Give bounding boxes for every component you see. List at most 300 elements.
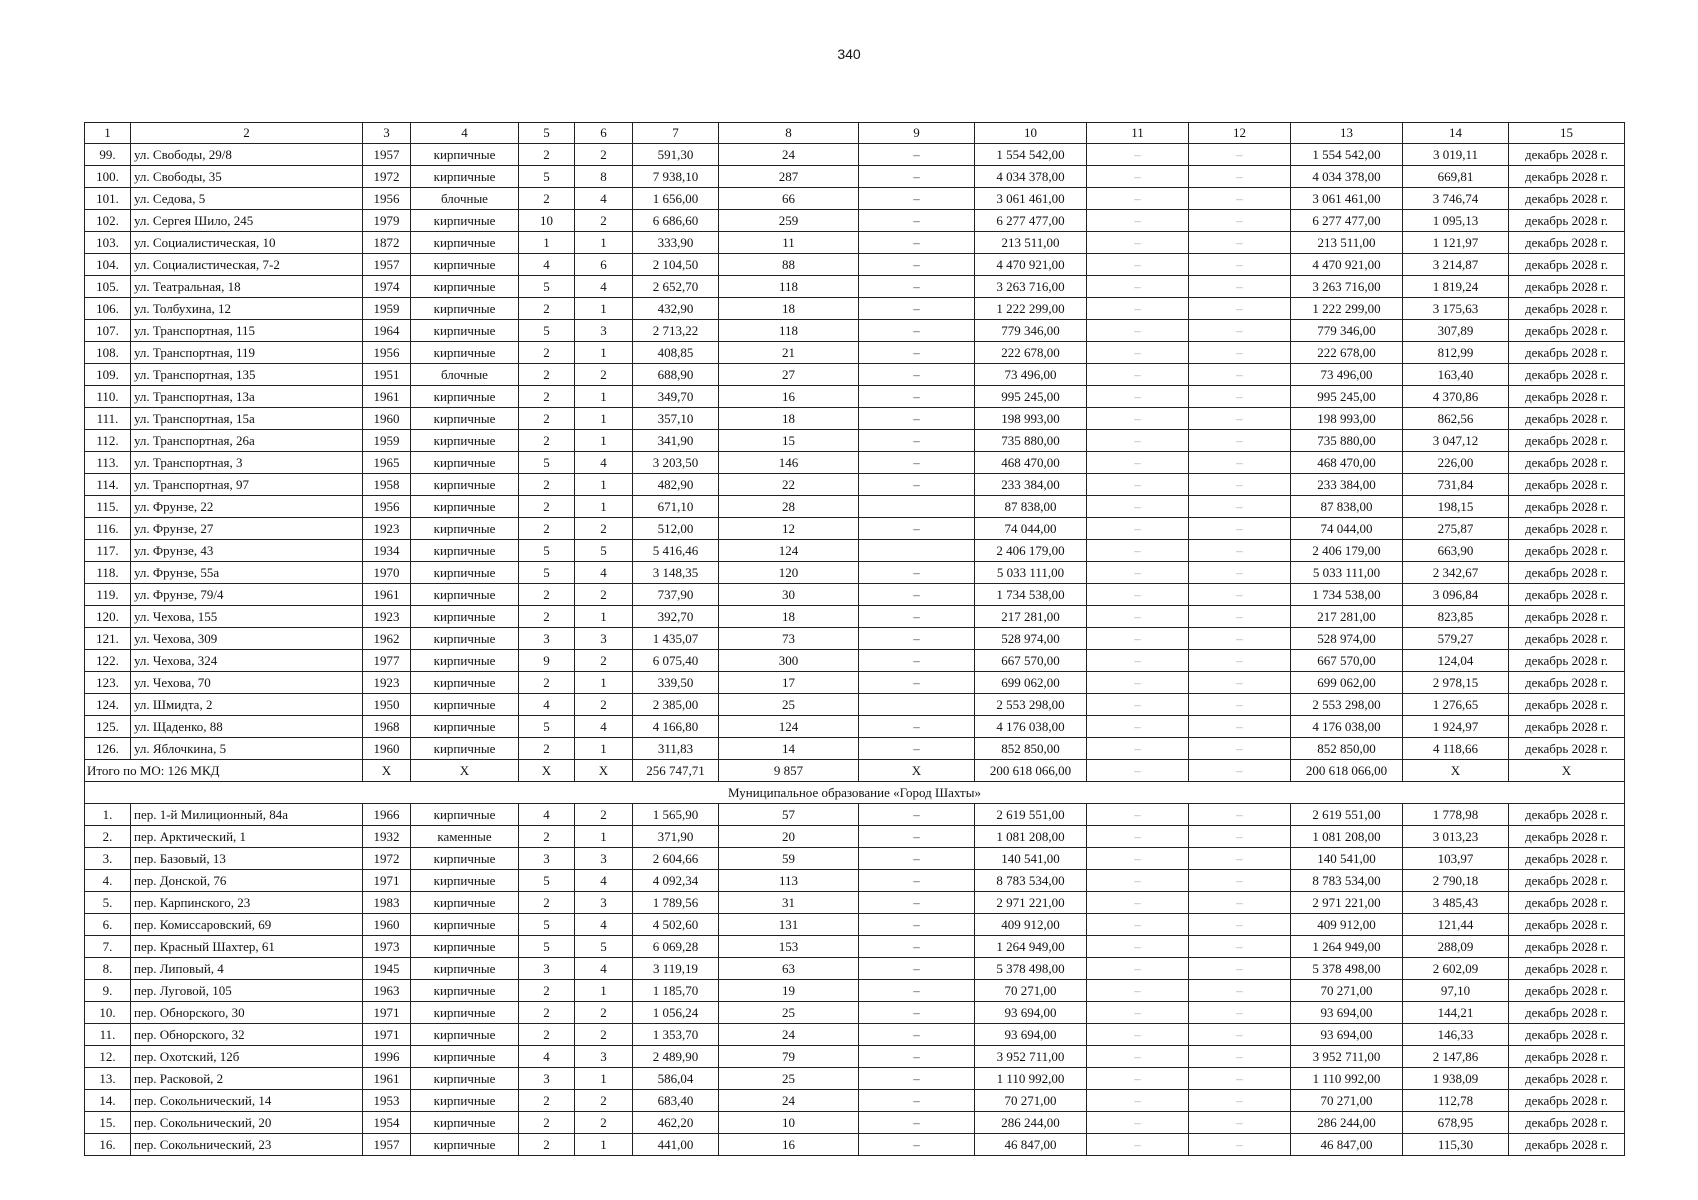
table-cell: 1971 xyxy=(363,870,411,892)
table-cell: 4 xyxy=(575,188,633,210)
table-cell: 213 511,00 xyxy=(1291,232,1403,254)
table-cell: 1964 xyxy=(363,320,411,342)
table-cell: пер. Расковой, 2 xyxy=(131,1068,363,1090)
table-cell: 4 502,60 xyxy=(633,914,719,936)
table-cell: 441,00 xyxy=(633,1134,719,1156)
table-cell: 2 406 179,00 xyxy=(975,540,1087,562)
table-cell: – xyxy=(859,1046,975,1068)
table-cell: 70 271,00 xyxy=(1291,980,1403,1002)
table-cell: 70 271,00 xyxy=(975,1090,1087,1112)
table-cell: кирпичные xyxy=(411,1046,519,1068)
table-cell: 87 838,00 xyxy=(1291,496,1403,518)
table-cell: 1996 xyxy=(363,1046,411,1068)
table-cell: 1872 xyxy=(363,232,411,254)
table-cell: 2 xyxy=(575,584,633,606)
table-cell: 3 xyxy=(519,628,575,650)
table-cell: – xyxy=(1087,958,1189,980)
table-cell: 102. xyxy=(85,210,131,232)
table-cell: 140 541,00 xyxy=(975,848,1087,870)
table-row xyxy=(85,1068,1625,1090)
table-cell: 4 034 378,00 xyxy=(975,166,1087,188)
table-cell: 97,10 xyxy=(1403,980,1509,1002)
table-cell: 6. xyxy=(85,914,131,936)
table-cell: – xyxy=(859,408,975,430)
table-row xyxy=(85,342,1625,364)
table-cell: 1923 xyxy=(363,606,411,628)
table-cell: 3. xyxy=(85,848,131,870)
table-cell: 1 734 538,00 xyxy=(975,584,1087,606)
table-cell: 2 xyxy=(575,1090,633,1112)
table-row xyxy=(85,430,1625,452)
table-cell: 2 xyxy=(575,518,633,540)
table-cell: 4 176 038,00 xyxy=(1291,716,1403,738)
table-cell: – xyxy=(1189,1024,1291,1046)
table-row xyxy=(85,672,1625,694)
table-row xyxy=(85,562,1625,584)
table-cell: 8. xyxy=(85,958,131,980)
table-cell: – xyxy=(859,1068,975,1090)
table-cell: – xyxy=(859,738,975,760)
table-cell: – xyxy=(1087,804,1189,826)
table-cell: ул. Фрунзе, 79/4 xyxy=(131,584,363,606)
table-cell: кирпичные xyxy=(411,166,519,188)
table-cell: 2 xyxy=(519,342,575,364)
table-cell: – xyxy=(1189,276,1291,298)
table-cell: ул. Транспортная, 26а xyxy=(131,430,363,452)
table-cell: – xyxy=(859,606,975,628)
table-cell: 579,27 xyxy=(1403,628,1509,650)
column-header: 12 xyxy=(1189,123,1291,144)
table-cell: 2 619 551,00 xyxy=(975,804,1087,826)
table-cell: кирпичные xyxy=(411,1112,519,1134)
table-cell: 46 847,00 xyxy=(1291,1134,1403,1156)
table-cell: 2 xyxy=(519,518,575,540)
table-cell: 4 470 921,00 xyxy=(975,254,1087,276)
table-cell: 591,30 xyxy=(633,144,719,166)
table-cell: 1957 xyxy=(363,254,411,276)
table-cell: 2 713,22 xyxy=(633,320,719,342)
table-cell: – xyxy=(859,298,975,320)
section-title: Муниципальное образование «Город Шахты» xyxy=(85,782,1625,804)
table-cell: – xyxy=(1189,650,1291,672)
table-cell: кирпичные xyxy=(411,716,519,738)
table-cell: – xyxy=(1189,892,1291,914)
table-cell: 233 384,00 xyxy=(1291,474,1403,496)
table-cell: – xyxy=(1189,826,1291,848)
table-cell: 3 175,63 xyxy=(1403,298,1509,320)
table-cell: 5 xyxy=(519,276,575,298)
table-cell: 468 470,00 xyxy=(975,452,1087,474)
table-cell: 3 061 461,00 xyxy=(975,188,1087,210)
table-cell: – xyxy=(859,914,975,936)
table-cell: 2 619 551,00 xyxy=(1291,804,1403,826)
table-cell: 1951 xyxy=(363,364,411,386)
table-cell: кирпичные xyxy=(411,254,519,276)
table-cell: декабрь 2028 г. xyxy=(1509,694,1625,716)
column-header: 14 xyxy=(1403,123,1509,144)
table-cell: 512,00 xyxy=(633,518,719,540)
table-cell: 114. xyxy=(85,474,131,496)
table-cell: 2 xyxy=(519,496,575,518)
table-cell: 1 435,07 xyxy=(633,628,719,650)
table-cell: декабрь 2028 г. xyxy=(1509,848,1625,870)
table-cell: – xyxy=(1189,936,1291,958)
column-header: 13 xyxy=(1291,123,1403,144)
table-cell: 1 554 542,00 xyxy=(975,144,1087,166)
table-cell: пер. Охотский, 12б xyxy=(131,1046,363,1068)
table-cell: 288,09 xyxy=(1403,936,1509,958)
table-cell: 226,00 xyxy=(1403,452,1509,474)
table-cell: 73 xyxy=(719,628,859,650)
table-cell: 4 xyxy=(575,870,633,892)
table-cell: 2 971 221,00 xyxy=(975,892,1087,914)
table-row xyxy=(85,628,1625,650)
total-cell: 256 747,71 xyxy=(633,760,719,782)
table-cell: 25 xyxy=(719,1068,859,1090)
table-cell: 3 xyxy=(519,848,575,870)
table-cell: ул. Фрунзе, 43 xyxy=(131,540,363,562)
table-cell: 6 xyxy=(575,254,633,276)
table-cell: 1979 xyxy=(363,210,411,232)
table-cell: – xyxy=(1189,914,1291,936)
table-cell: – xyxy=(859,232,975,254)
table-cell: декабрь 2028 г. xyxy=(1509,210,1625,232)
table-cell: 1 789,56 xyxy=(633,892,719,914)
table-cell: – xyxy=(1189,958,1291,980)
table-cell: 104. xyxy=(85,254,131,276)
table-cell: декабрь 2028 г. xyxy=(1509,144,1625,166)
table-cell: декабрь 2028 г. xyxy=(1509,1002,1625,1024)
table-cell: – xyxy=(1189,474,1291,496)
table-row xyxy=(85,980,1625,1002)
table-cell: – xyxy=(1189,496,1291,518)
table-cell: декабрь 2028 г. xyxy=(1509,562,1625,584)
table-cell: 4 370,86 xyxy=(1403,386,1509,408)
table-cell: – xyxy=(859,144,975,166)
table-cell: 1 xyxy=(575,408,633,430)
table-cell: 2 406 179,00 xyxy=(1291,540,1403,562)
table-cell: – xyxy=(1189,188,1291,210)
table-cell: кирпичные xyxy=(411,386,519,408)
housing-register-table xyxy=(84,122,1625,1156)
table-cell: – xyxy=(1189,870,1291,892)
table-row xyxy=(85,826,1625,848)
table-cell: – xyxy=(1189,716,1291,738)
table-cell: – xyxy=(1189,1002,1291,1024)
table-cell: ул. Чехова, 70 xyxy=(131,672,363,694)
table-cell: пер. Обнорского, 32 xyxy=(131,1024,363,1046)
table-cell: 5. xyxy=(85,892,131,914)
table-cell: 1960 xyxy=(363,738,411,760)
table-cell: 3 xyxy=(575,892,633,914)
table-cell: 663,90 xyxy=(1403,540,1509,562)
table-cell: – xyxy=(1189,320,1291,342)
table-cell: – xyxy=(1189,606,1291,628)
table-cell: ул. Щаденко, 88 xyxy=(131,716,363,738)
table-cell: кирпичные xyxy=(411,474,519,496)
table-cell: – xyxy=(859,430,975,452)
table-cell: 671,10 xyxy=(633,496,719,518)
table-cell: 1 xyxy=(575,474,633,496)
table-cell: – xyxy=(1087,562,1189,584)
table-cell: 1 656,00 xyxy=(633,188,719,210)
table-cell: – xyxy=(1087,584,1189,606)
table-cell: 117. xyxy=(85,540,131,562)
table-cell: – xyxy=(1087,540,1189,562)
table-cell: 93 694,00 xyxy=(975,1002,1087,1024)
table-cell: – xyxy=(1189,232,1291,254)
table-cell: 409 912,00 xyxy=(975,914,1087,936)
table-cell: декабрь 2028 г. xyxy=(1509,298,1625,320)
table-cell: 2 xyxy=(575,1024,633,1046)
table-cell: 1 734 538,00 xyxy=(1291,584,1403,606)
table-cell: 6 686,60 xyxy=(633,210,719,232)
column-header: 4 xyxy=(411,123,519,144)
table-cell: кирпичные xyxy=(411,540,519,562)
table-cell: 1971 xyxy=(363,1024,411,1046)
table-cell: 10. xyxy=(85,1002,131,1024)
table-cell: декабрь 2028 г. xyxy=(1509,408,1625,430)
table-cell: 1 xyxy=(575,342,633,364)
table-cell: – xyxy=(1087,474,1189,496)
table-cell: 4 xyxy=(575,452,633,474)
table-cell: 14 xyxy=(719,738,859,760)
table-cell: 9. xyxy=(85,980,131,1002)
table-cell: 1958 xyxy=(363,474,411,496)
table-row xyxy=(85,958,1625,980)
table-cell: 3 119,19 xyxy=(633,958,719,980)
table-cell: 233 384,00 xyxy=(975,474,1087,496)
table-cell: 2 385,00 xyxy=(633,694,719,716)
table-cell: – xyxy=(859,188,975,210)
table-cell: 11. xyxy=(85,1024,131,1046)
total-label: Итого по МО: 126 МКД xyxy=(85,760,363,782)
table-row xyxy=(85,716,1625,738)
table-cell: 1959 xyxy=(363,430,411,452)
table-cell: ул. Транспортная, 13а xyxy=(131,386,363,408)
table-cell: 2 xyxy=(575,210,633,232)
table-cell: декабрь 2028 г. xyxy=(1509,1134,1625,1156)
table-cell: – xyxy=(1189,628,1291,650)
table-cell: – xyxy=(1087,1112,1189,1134)
table-cell xyxy=(859,540,975,562)
table-cell: 5 xyxy=(519,870,575,892)
column-header: 10 xyxy=(975,123,1087,144)
column-header: 5 xyxy=(519,123,575,144)
table-cell: 1 xyxy=(575,298,633,320)
table-cell: 699 062,00 xyxy=(1291,672,1403,694)
table-cell: – xyxy=(859,584,975,606)
table-cell: 2 652,70 xyxy=(633,276,719,298)
table-cell: 4 xyxy=(519,254,575,276)
table-cell: 198,15 xyxy=(1403,496,1509,518)
table-cell: 1973 xyxy=(363,936,411,958)
table-cell: – xyxy=(1189,584,1291,606)
table-cell: 4 xyxy=(519,804,575,826)
table-cell: 3 203,50 xyxy=(633,452,719,474)
table-cell: кирпичные xyxy=(411,628,519,650)
total-cell: X xyxy=(411,760,519,782)
table-cell: 4 092,34 xyxy=(633,870,719,892)
table-cell: блочные xyxy=(411,364,519,386)
table-cell: 3 263 716,00 xyxy=(1291,276,1403,298)
table-cell: 3 746,74 xyxy=(1403,188,1509,210)
table-cell: декабрь 2028 г. xyxy=(1509,232,1625,254)
table-cell: 108. xyxy=(85,342,131,364)
table-cell: – xyxy=(1087,408,1189,430)
table-cell: 18 xyxy=(719,298,859,320)
table-cell: – xyxy=(859,892,975,914)
table-cell: пер. Арктический, 1 xyxy=(131,826,363,848)
table-cell: 862,56 xyxy=(1403,408,1509,430)
table-cell: 9 xyxy=(519,650,575,672)
table-cell: 5 xyxy=(519,452,575,474)
table-cell: – xyxy=(1189,342,1291,364)
table-cell: 586,04 xyxy=(633,1068,719,1090)
table-cell: 1934 xyxy=(363,540,411,562)
table-cell: 1 110 992,00 xyxy=(1291,1068,1403,1090)
table-cell: 4 118,66 xyxy=(1403,738,1509,760)
table-cell: 105. xyxy=(85,276,131,298)
total-cell: X xyxy=(1403,760,1509,782)
table-cell: 146 xyxy=(719,452,859,474)
table-cell: 1. xyxy=(85,804,131,826)
table-cell: 74 044,00 xyxy=(975,518,1087,540)
table-cell: кирпичные xyxy=(411,210,519,232)
table-cell: кирпичные xyxy=(411,1024,519,1046)
table-cell: 667 570,00 xyxy=(1291,650,1403,672)
table-cell: 2 xyxy=(575,1112,633,1134)
table-cell: 4 166,80 xyxy=(633,716,719,738)
table-cell: ул. Чехова, 324 xyxy=(131,650,363,672)
table-cell: кирпичные xyxy=(411,408,519,430)
table-cell: 8 783 534,00 xyxy=(1291,870,1403,892)
table-cell: 25 xyxy=(719,1002,859,1024)
table-cell: 2 xyxy=(519,980,575,1002)
table-cell: 1965 xyxy=(363,452,411,474)
table-cell: декабрь 2028 г. xyxy=(1509,1046,1625,1068)
table-row xyxy=(85,694,1625,716)
table-cell: – xyxy=(1189,254,1291,276)
table-cell: 22 xyxy=(719,474,859,496)
table-cell: – xyxy=(1087,518,1189,540)
table-cell: 2 xyxy=(575,1002,633,1024)
table-cell: кирпичные xyxy=(411,848,519,870)
table-cell: пер. Сокольнический, 20 xyxy=(131,1112,363,1134)
table-cell: 57 xyxy=(719,804,859,826)
table-cell: – xyxy=(859,210,975,232)
table-cell: 109. xyxy=(85,364,131,386)
table-cell: 995 245,00 xyxy=(1291,386,1403,408)
table-cell: 3 xyxy=(519,1068,575,1090)
table-cell: 13. xyxy=(85,1068,131,1090)
table-cell: 1970 xyxy=(363,562,411,584)
table-cell: – xyxy=(1087,1090,1189,1112)
table-cell: кирпичные xyxy=(411,276,519,298)
table-cell: 46 847,00 xyxy=(975,1134,1087,1156)
table-cell: 1963 xyxy=(363,980,411,1002)
table-cell: декабрь 2028 г. xyxy=(1509,584,1625,606)
table-cell: 21 xyxy=(719,342,859,364)
table-cell: 213 511,00 xyxy=(975,232,1087,254)
table-cell: декабрь 2028 г. xyxy=(1509,1068,1625,1090)
table-cell: 5 xyxy=(519,936,575,958)
table-cell: 198 993,00 xyxy=(1291,408,1403,430)
table-cell: – xyxy=(1087,144,1189,166)
table-cell: 1 xyxy=(575,606,633,628)
table-cell: 2 xyxy=(575,144,633,166)
table-cell: декабрь 2028 г. xyxy=(1509,980,1625,1002)
table-cell: 3 096,84 xyxy=(1403,584,1509,606)
table-cell: 124,04 xyxy=(1403,650,1509,672)
table-cell: 116. xyxy=(85,518,131,540)
table-cell: 1961 xyxy=(363,1068,411,1090)
table-cell: 103,97 xyxy=(1403,848,1509,870)
table-cell: 113. xyxy=(85,452,131,474)
table-cell: 669,81 xyxy=(1403,166,1509,188)
table-cell: кирпичные xyxy=(411,1002,519,1024)
table-row xyxy=(85,364,1625,386)
table-cell: – xyxy=(1087,738,1189,760)
table-cell: – xyxy=(859,386,975,408)
table-body xyxy=(85,144,1625,1156)
table-cell: 995 245,00 xyxy=(975,386,1087,408)
table-cell: 12. xyxy=(85,1046,131,1068)
table-cell: 2 978,15 xyxy=(1403,672,1509,694)
table-cell: ул. Транспортная, 15а xyxy=(131,408,363,430)
table-cell: кирпичные xyxy=(411,980,519,1002)
table-cell: 1 222 299,00 xyxy=(1291,298,1403,320)
table-cell: кирпичные xyxy=(411,804,519,826)
table-cell: пер. Липовый, 4 xyxy=(131,958,363,980)
table-cell: 1 924,97 xyxy=(1403,716,1509,738)
table-cell: кирпичные xyxy=(411,606,519,628)
table-cell: – xyxy=(1189,540,1291,562)
table-cell: ул. Социалистическая, 7-2 xyxy=(131,254,363,276)
table-cell: 371,90 xyxy=(633,826,719,848)
table-cell: декабрь 2028 г. xyxy=(1509,606,1625,628)
table-cell: 8 xyxy=(575,166,633,188)
table-cell: 3 214,87 xyxy=(1403,254,1509,276)
section-header-row xyxy=(85,782,1625,804)
table-cell: 4. xyxy=(85,870,131,892)
table-cell: 2 xyxy=(519,386,575,408)
table-cell: пер. Луговой, 105 xyxy=(131,980,363,1002)
table-cell: 63 xyxy=(719,958,859,980)
table-cell: – xyxy=(1087,826,1189,848)
table-cell: 1972 xyxy=(363,166,411,188)
table-cell: кирпичные xyxy=(411,320,519,342)
table-cell: 1923 xyxy=(363,518,411,540)
table-cell: – xyxy=(1087,892,1189,914)
table-cell: 120. xyxy=(85,606,131,628)
table-cell: – xyxy=(1189,1046,1291,1068)
table-row xyxy=(85,474,1625,496)
table-cell: 93 694,00 xyxy=(1291,1002,1403,1024)
table-cell: 1960 xyxy=(363,408,411,430)
table-cell: 1961 xyxy=(363,584,411,606)
table-cell: 118. xyxy=(85,562,131,584)
table-cell: 3 263 716,00 xyxy=(975,276,1087,298)
table-cell: – xyxy=(1087,936,1189,958)
table-cell: 3 952 711,00 xyxy=(975,1046,1087,1068)
table-cell: 115,30 xyxy=(1403,1134,1509,1156)
table-cell: 1 xyxy=(575,1068,633,1090)
table-cell xyxy=(859,694,975,716)
table-cell: декабрь 2028 г. xyxy=(1509,958,1625,980)
table-cell: 4 176 038,00 xyxy=(975,716,1087,738)
table-cell: 2 xyxy=(519,1002,575,1024)
